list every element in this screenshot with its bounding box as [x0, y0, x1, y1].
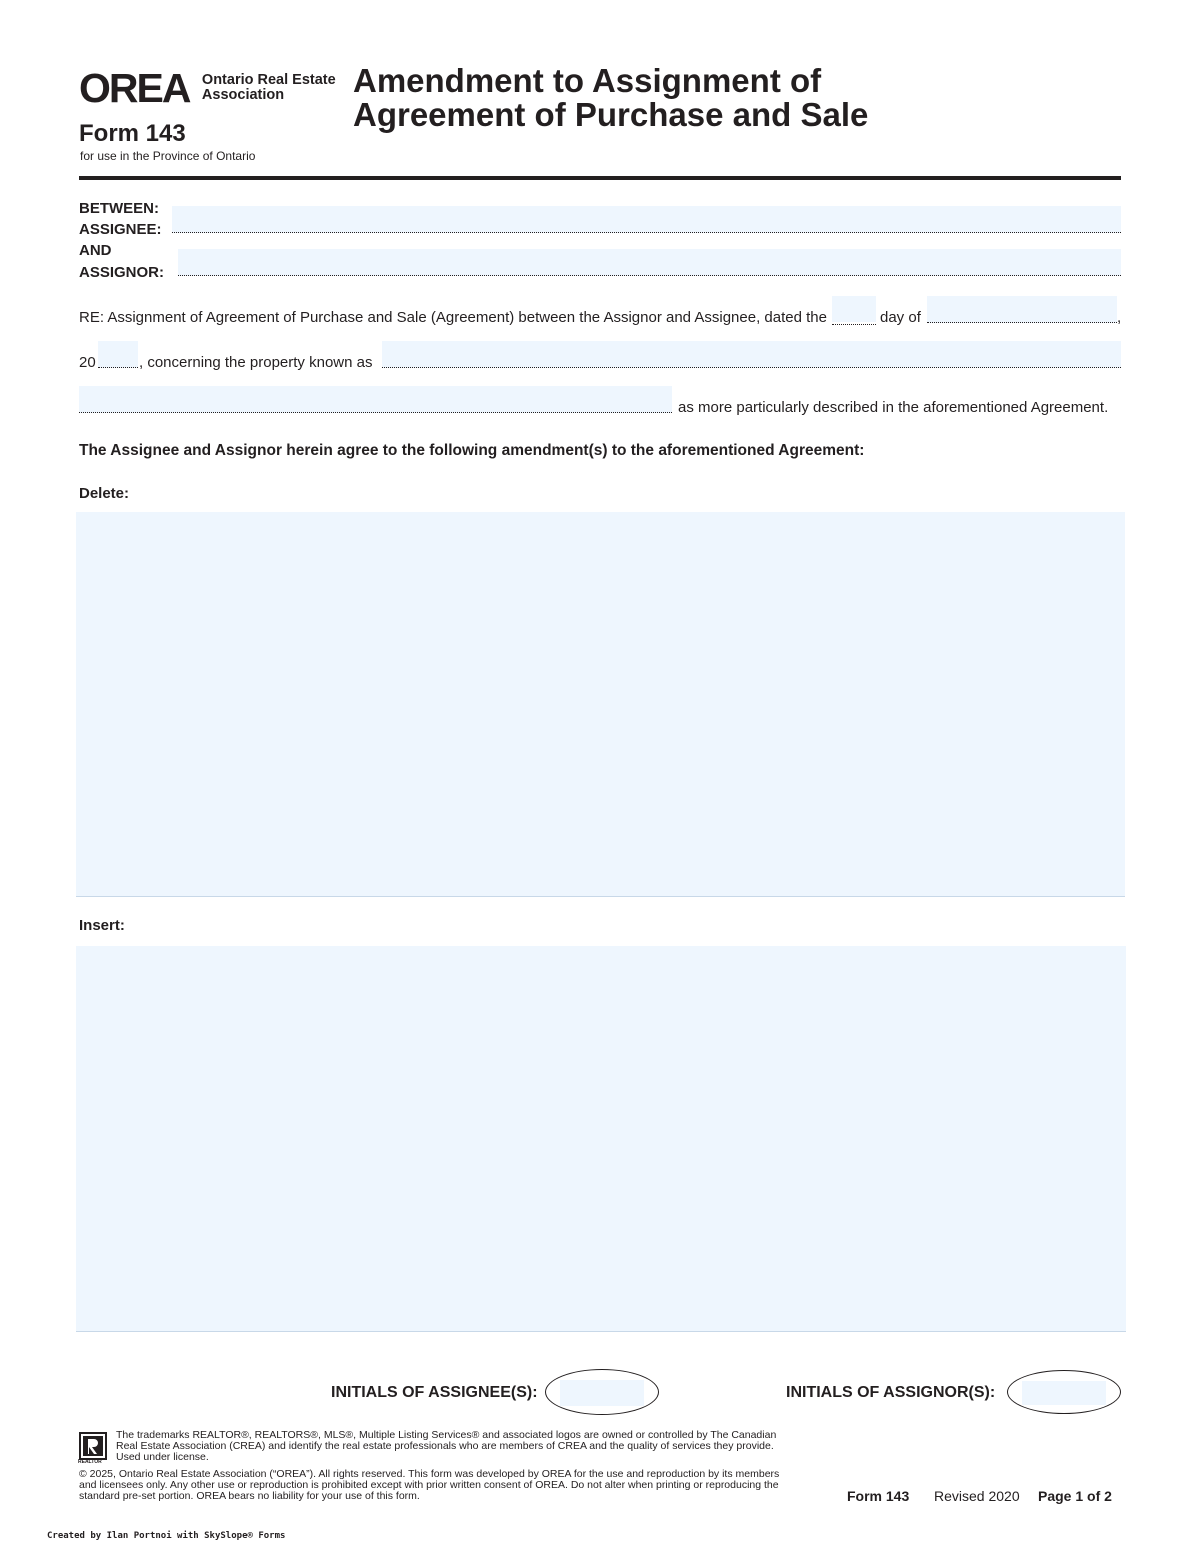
trademark-notice: The trademarks REALTOR®, REALTORS®, MLS®, Multiple Listing Services® and associated logos are owned or controlled by The Canadian Real Estate Association (CREA) and identify the real estate professionals who are members of CREA and the quality of services they provide. Used under license. — [116, 1429, 777, 1463]
month-field[interactable] — [927, 296, 1117, 323]
initials-assignee-fill — [560, 1380, 644, 1406]
day-field[interactable] — [832, 296, 876, 322]
insert-textarea[interactable] — [76, 946, 1126, 1332]
title-line1: Amendment to Assignment of — [353, 62, 822, 99]
footer-revised: Revised 2020 — [934, 1488, 1020, 1504]
and-label: AND — [79, 242, 112, 259]
orea-logo-mark: OREA — [79, 65, 190, 111]
initials-assignee-label: INITIALS OF ASSIGNEE(S): — [331, 1384, 538, 1401]
property-field-line1[interactable] — [382, 341, 1121, 368]
orea-logo-text — [202, 73, 336, 103]
title-line2: Agreement of Purchase and Sale — [353, 96, 869, 133]
described-text: as more particularly described in the aforementioned Agreement. — [678, 399, 1109, 416]
day-of-text: day of — [880, 309, 921, 326]
delete-textarea[interactable] — [76, 512, 1125, 897]
logo-assoc-line1: Ontario Real Estate — [201, 72, 336, 88]
property-field-line2[interactable] — [79, 386, 672, 413]
year-field[interactable] — [98, 341, 138, 368]
agree-heading: The Assignee and Assignor herein agree to the following amendment(s) to the aforementioned Agreement: — [79, 442, 865, 459]
footer-form-number: Form 143 — [847, 1488, 910, 1504]
assignee-label: ASSIGNEE: — [79, 221, 162, 238]
orea-logo — [79, 65, 336, 111]
logo-assoc-line2: Association — [201, 87, 285, 103]
initials-assignee-field[interactable] — [545, 1369, 659, 1415]
concerning-text: , concerning the property known as — [139, 354, 373, 371]
page-title — [353, 64, 868, 132]
between-label: BETWEEN: — [79, 200, 159, 217]
initials-assignor-field[interactable] — [1007, 1370, 1121, 1414]
province-note: for use in the Province of Ontario — [80, 149, 256, 163]
assignee-field[interactable] — [172, 206, 1121, 233]
created-by-note: Created by Ilan Portnoi with SkySlope® Forms — [47, 1531, 286, 1541]
comma-text: , — [1117, 309, 1122, 326]
page-number: Page 1 of 2 — [1038, 1488, 1112, 1504]
realtor-icon-label: REALTOR — [78, 1459, 102, 1465]
re-text: RE: Assignment of Agreement of Purchase and Sale (Agreement) between the Assignor and Assignee, dated the — [79, 309, 827, 326]
delete-label: Delete: — [79, 485, 130, 502]
copyright-notice: © 2025, Ontario Real Estate Association (“OREA”). All rights reserved. This form was developed by OREA for the use and reproduction by its members and licensees only. Any other use or reproduction is prohibited except with prior written consent of OREA. Do not alter when printing or reproducing the standard pre-set portion. OREA bears no liability for your use of this form. — [79, 1468, 780, 1502]
assignor-field[interactable] — [178, 249, 1121, 276]
header-rule — [79, 176, 1121, 180]
year-prefix: 20 — [79, 354, 96, 371]
initials-assignor-label: INITIALS OF ASSIGNOR(S): — [786, 1384, 996, 1401]
insert-label: Insert: — [79, 917, 125, 934]
initials-assignor-fill — [1022, 1381, 1106, 1405]
form-number: Form 143 — [79, 120, 186, 147]
assignor-label: ASSIGNOR: — [79, 264, 165, 281]
